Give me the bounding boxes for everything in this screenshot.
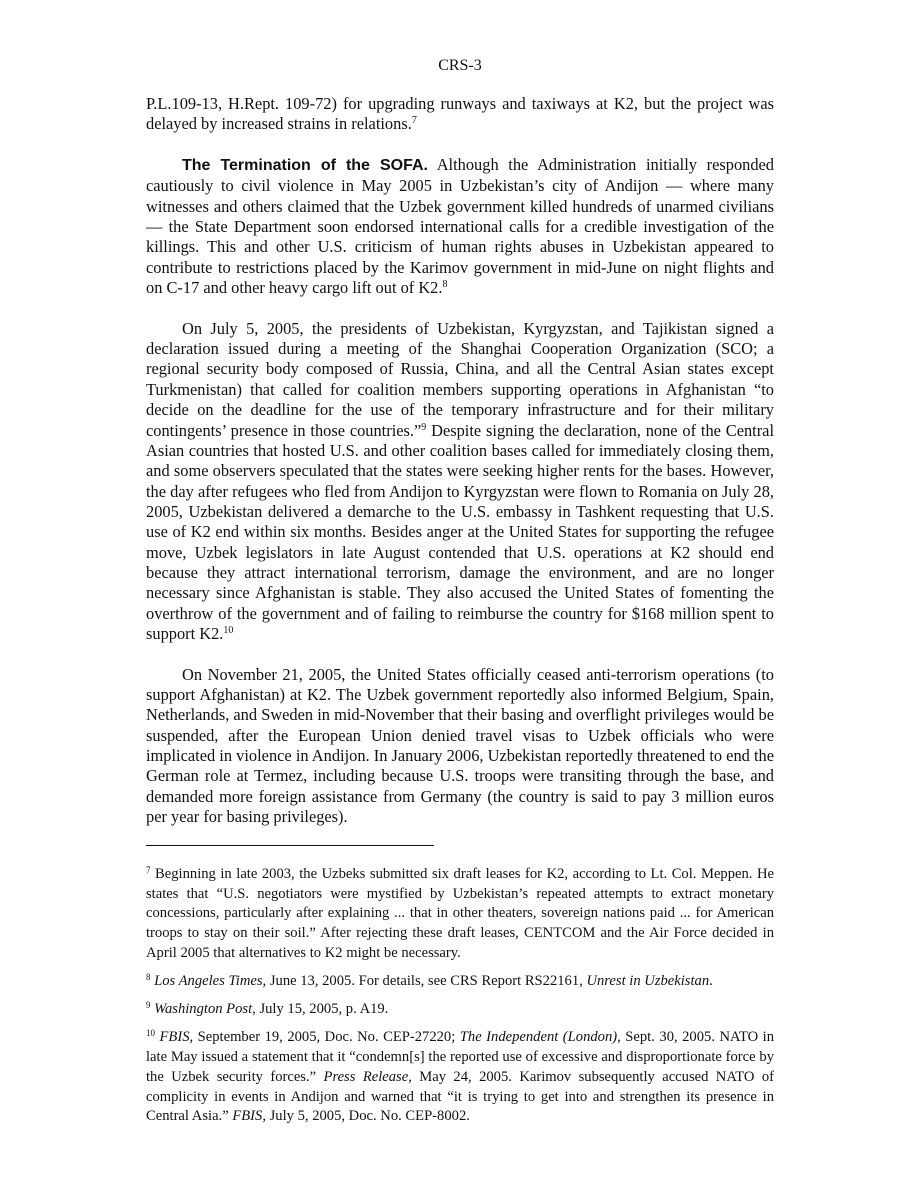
footnote-text: , July 15, 2005, p. A19.	[252, 1001, 389, 1018]
footnote-number: 7	[146, 865, 151, 875]
footnote-source: Los Angeles Times	[150, 973, 263, 990]
footnote-source: The Independent (London)	[459, 1029, 618, 1046]
footnote-report-title: Unrest in Uzbekistan	[586, 973, 710, 990]
body-text	[146, 94, 774, 848]
footnote-text: , Sept. 30, 2005. NATO in late May issued a statement that it “condemn[s] the reported use of excessive and disproportionate force by the Uzbek security forces.”	[146, 1029, 774, 1085]
paragraph-text: Although the Administration initially responded cautiously to civil violence in May 2005 in Uzbekistan’s city of Andijon — where many witnesses and others claimed that the Uzbek government killed hundreds of unarmed civilians — the State Department soon endorsed international calls for a credible investigation of the killings. This and other U.S. criticism of human rights abuses in Uzbekistan appeared to contribute to restrictions placed by the Karimov government in mid-June on night flights and on C-17 and other heavy cargo lift out of K2.	[146, 155, 774, 298]
footnote-ref-8[interactable]: 8	[442, 279, 448, 291]
footnote-ref-10[interactable]: 10	[223, 624, 234, 636]
page-header: CRS-3	[438, 57, 482, 74]
paragraph-termination-sofa	[146, 155, 774, 298]
footnote-number: 8	[146, 972, 151, 983]
paragraph-text: On July 5, 2005, the presidents of Uzbekistan, Kyrgyzstan, and Tajikistan signed a declaration issued during a meeting of the Shanghai Cooperation Organization (SCO; a regional security body composed of Russia, China, and all the Central Asian states except Turkmenistan) that called for coalition members supporting operations in Afghanistan “to decide on the deadline for the use of the temporary infrastructure and for their military contingents’ presence in those countries.”	[146, 318, 774, 440]
footnote-7	[146, 865, 774, 964]
footnote-10	[146, 1028, 774, 1127]
footnote-text: Beginning in late 2003, the Uzbeks submitted six draft leases for K2, according to Lt. Col. Meppen. He states that “U.S. negotiators were mystified by Uzbekistan’s repeated attempts to extract monetary concessions, particularly after explaining ... that in other theaters, sovereign nations paid ... for American troops to stay on their soil.” After rejecting these draft leases, CENTCOM and the Air Force decided in April 2005 that alternatives to K2 might be necessary.	[146, 866, 774, 961]
footnotes	[146, 865, 774, 1135]
footnote-ref-9[interactable]: 9	[421, 421, 427, 433]
footnote-ref-7[interactable]: 7	[411, 115, 417, 127]
footnote-text: , May 24, 2005. Karimov subsequently accused NATO of complicity in events in Andijon and warned that “it is trying to get into and strengthen its presence in Central Asia.”	[146, 1068, 775, 1125]
footnote-source: Washington Post	[150, 1001, 253, 1018]
paragraph-runway-upgrades	[146, 94, 774, 135]
footnote-divider	[146, 845, 434, 846]
footnote-text: , September 19, 2005, Doc. No. CEP-27220;	[189, 1029, 460, 1046]
footnote-text: , June 13, 2005. For details, see CRS Report RS22161,	[262, 973, 587, 990]
section-heading: The Termination of the SOFA.	[182, 157, 428, 175]
paragraph-text: Despite signing the declaration, none of the Central Asian countries that hosted U.S. and other coalition bases called for immediately closing them, and some observers speculated that the states were seeking higher rents for the bases. However, the day after refugees who fled from Andijon to Kyrgyzstan were flown to Romania on July 28, 2005, Uzbekistan delivered a demarche to the U.S. embassy in Tashkent requesting that U.S. use of K2 end within six months. Besides anger at the United States for supporting the refugee move, Uzbek legislators in late August contended that U.S. operations at K2 should end because they attract international terrorism, damage the environment, and are no longer necessary since Afghanistan is stable. They also accused the United States of fomenting the overthrow of the government and of failing to reimburse the country for $168 million spent to support K2.	[146, 420, 775, 643]
footnote-source: FBIS	[155, 1029, 190, 1046]
paragraph-sco-declaration	[146, 319, 774, 645]
footnote-text: .	[709, 973, 713, 990]
footnote-text: , July 5, 2005, Doc. No. CEP-8002.	[262, 1108, 470, 1125]
footnote-8	[146, 972, 774, 992]
paragraph-k2-ceased	[146, 665, 774, 828]
footnote-9	[146, 1000, 774, 1020]
footnote-number: 9	[146, 1000, 151, 1011]
paragraph-text: P.L.109-13, H.Rept. 109-72) for upgrading runways and taxiways at K2, but the project was delayed by increased strains in relations.	[146, 94, 774, 134]
paragraph-text: On November 21, 2005, the United States officially ceased anti-terrorism operations (to support Afghanistan) at K2. The Uzbek government reportedly also informed Belgium, Spain, Netherlands, and Sweden in mid-November that their basing and overflight privileges would be suspended, after the European Union denied travel visas to Uzbek officials who were implicated in violence in Andijon. In January 2006, Uzbekistan reportedly threatened to end the German role at Termez, including because U.S. troops were transiting through the base, and demanded more foreign assistance from Germany (the country is said to pay 3 million euros per year for basing privileges).	[146, 664, 774, 827]
footnote-number: 10	[146, 1028, 155, 1039]
footnote-source: FBIS	[232, 1108, 263, 1125]
footnote-source: Press Release	[323, 1068, 409, 1085]
